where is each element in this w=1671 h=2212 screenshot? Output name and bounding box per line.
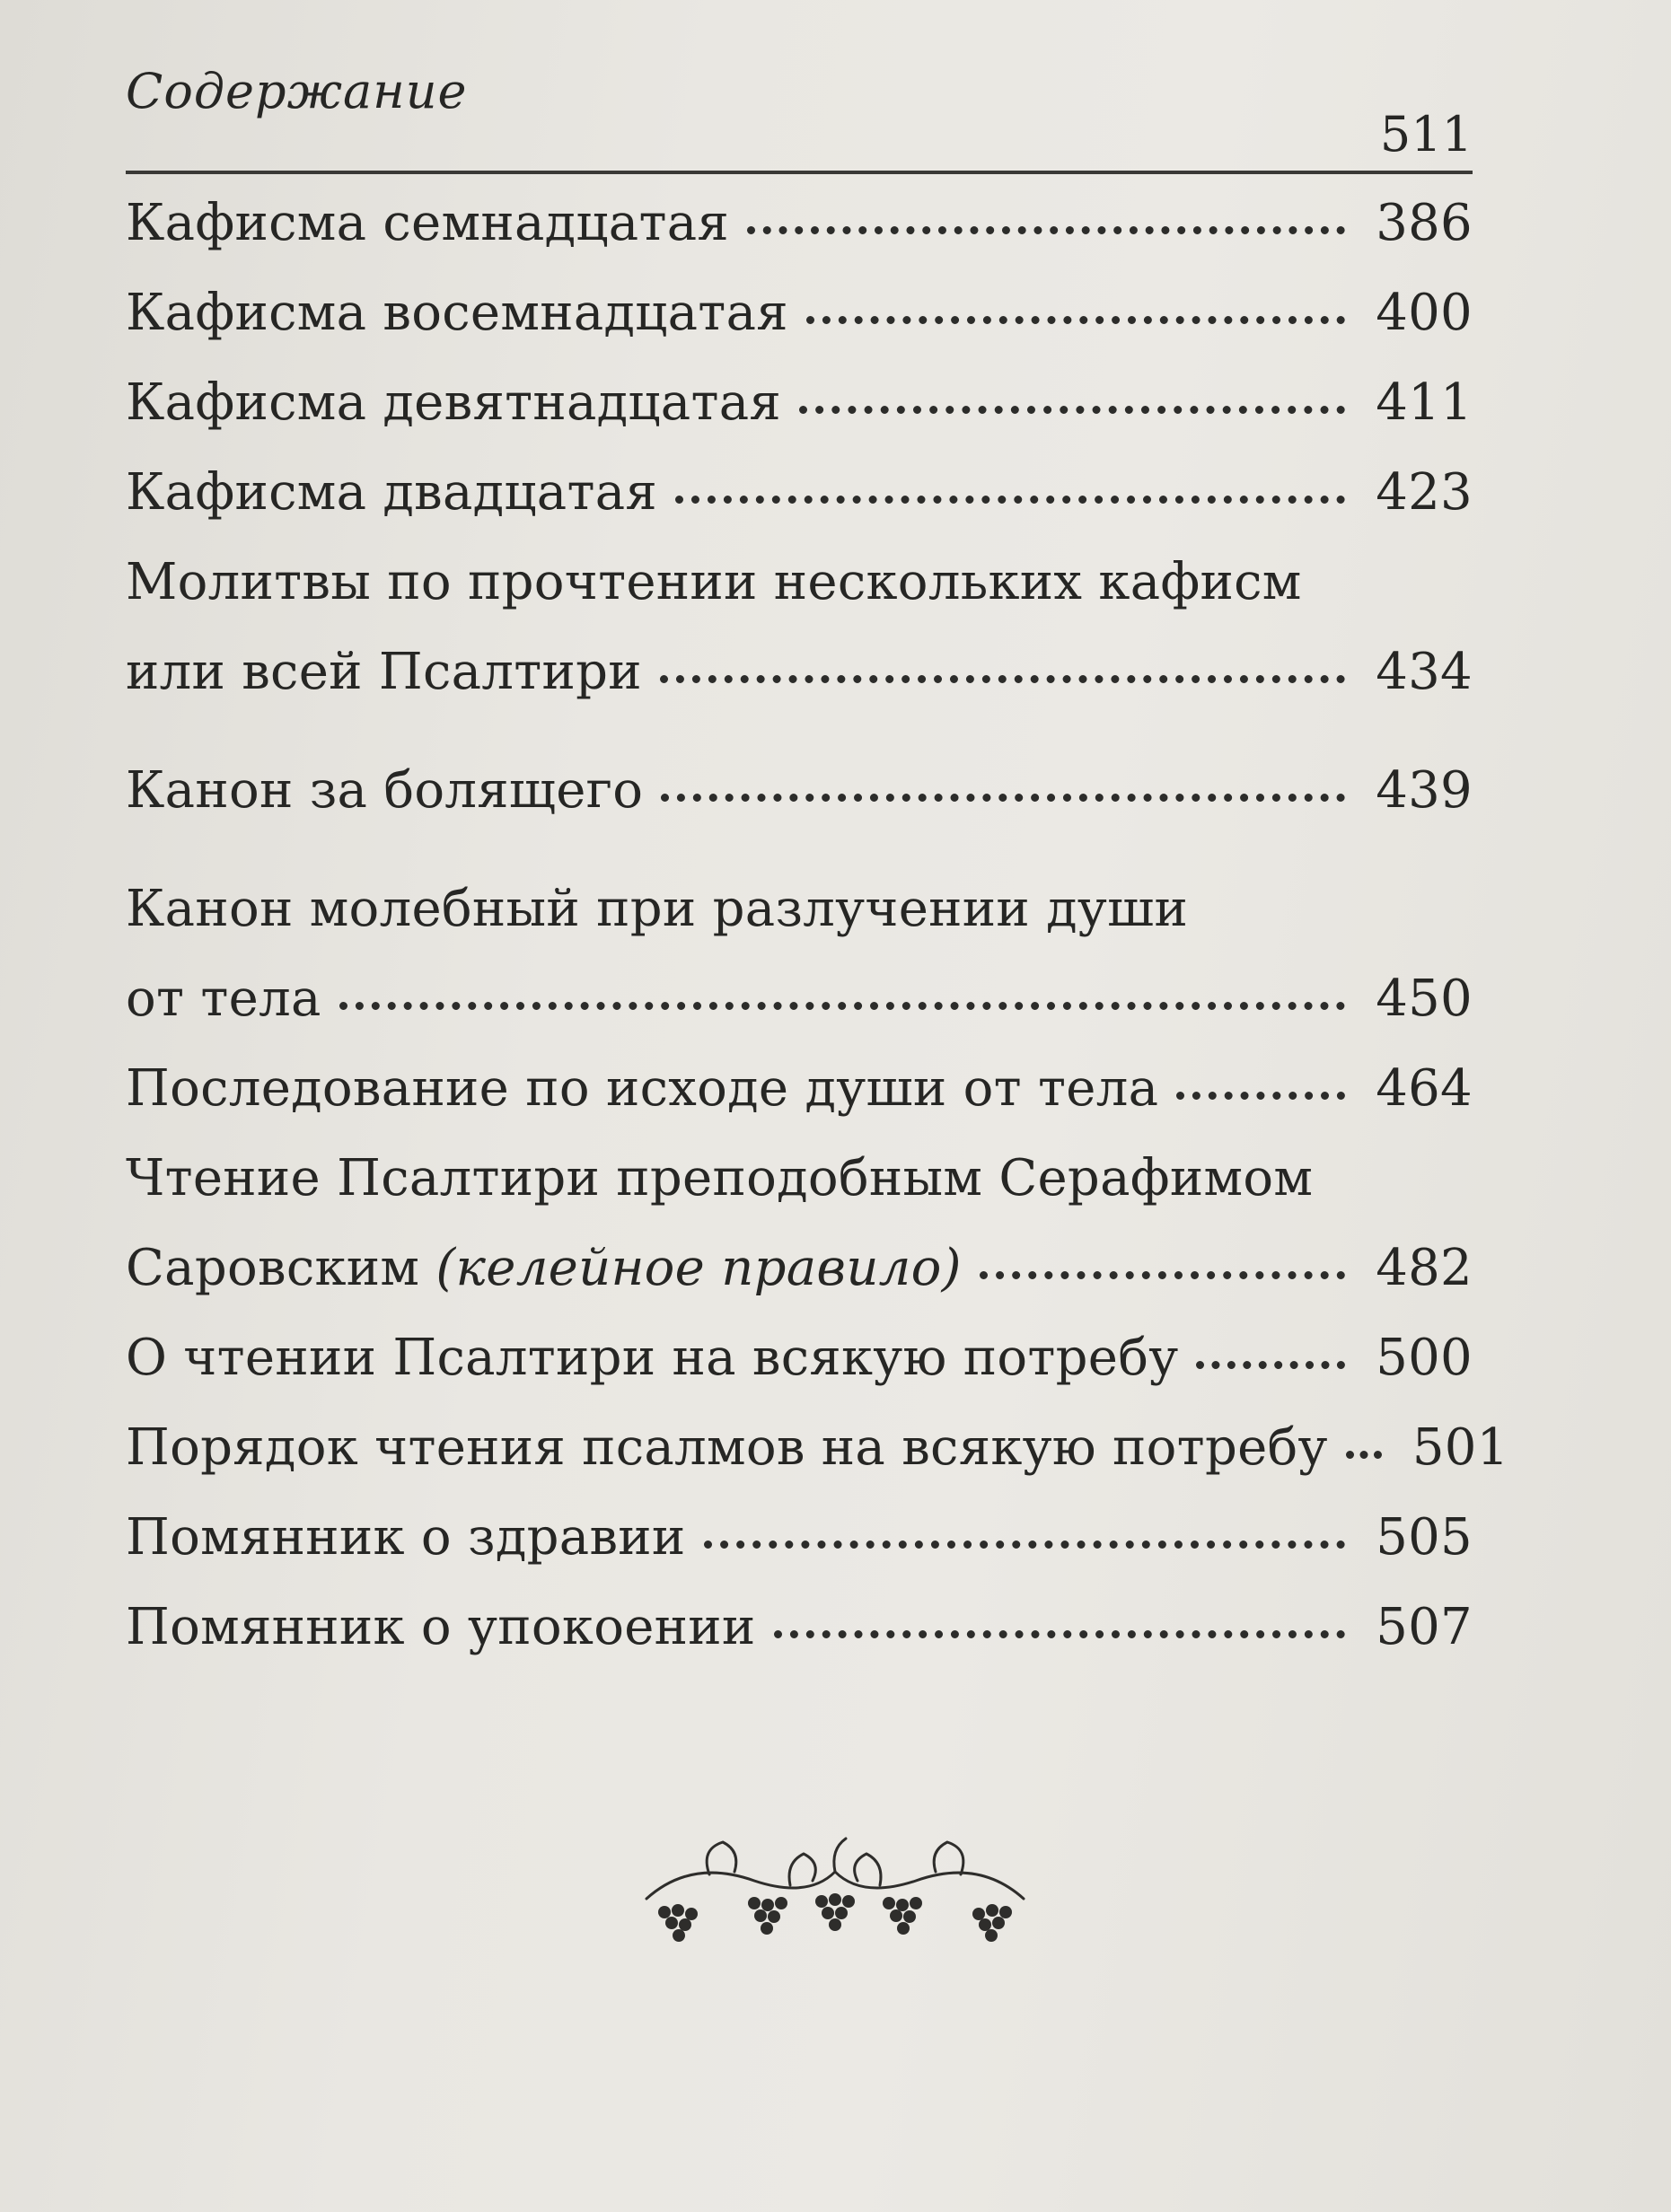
toc-entry-page: 464	[1376, 1059, 1473, 1118]
toc-entry-title-line1: Чтение Псалтири преподобным Серафимом	[126, 1149, 1314, 1207]
dot-leader	[704, 1540, 1346, 1549]
dot-leader	[675, 496, 1345, 504]
toc-entry-title-line2: от тела	[126, 970, 321, 1028]
toc-entry-page: 423	[1376, 463, 1473, 522]
toc-entry	[126, 1327, 1473, 1390]
toc-entry-page: 400	[1376, 284, 1473, 342]
toc-entry-page: 439	[1376, 761, 1473, 820]
toc-entry-title: Помянник о упокоении	[126, 1598, 756, 1656]
toc-entry	[126, 192, 1473, 255]
grapevine-ornament-icon	[611, 1831, 1060, 1957]
toc-entry	[126, 372, 1473, 434]
dot-leader	[339, 1002, 1346, 1010]
toc-entry-title-line2: Саровским	[126, 1239, 420, 1297]
toc-entry-title-line1: Канон молебный при разлучении души	[126, 880, 1189, 938]
toc-entry-title: О чтении Псалтири на всякую потребу	[126, 1329, 1179, 1387]
toc-entry-title: Помянник о здравии	[126, 1508, 686, 1567]
toc-entry-page: 411	[1376, 373, 1473, 432]
toc-entry-page: 505	[1376, 1508, 1473, 1567]
toc-entry-title-line2: или всей Псалтири	[126, 643, 642, 701]
toc-entry	[126, 1417, 1509, 1479]
toc-entry-title: Порядок чтения псалмов на всякую потребу	[126, 1418, 1328, 1477]
table-of-contents	[126, 192, 1509, 1686]
dot-leader	[1196, 1361, 1345, 1369]
toc-entry	[126, 1596, 1473, 1659]
toc-entry-title: Кафисма девятнадцатая	[126, 373, 782, 432]
toc-entry-page: 507	[1376, 1598, 1473, 1656]
toc-entry-title: Кафисма восемнадцатая	[126, 284, 788, 342]
dot-leader	[806, 316, 1345, 324]
toc-entry	[126, 1058, 1473, 1120]
running-header	[126, 63, 1473, 174]
header-page-number: 511	[1379, 106, 1473, 162]
toc-entry-page: 501	[1412, 1418, 1509, 1477]
dot-leader	[661, 794, 1345, 802]
header-title: Содержание	[126, 63, 468, 119]
toc-entry	[126, 282, 1473, 345]
toc-entry	[126, 551, 1473, 704]
dot-leader	[660, 675, 1345, 683]
toc-entry-page: 482	[1376, 1239, 1473, 1297]
toc-entry	[126, 1506, 1473, 1569]
toc-entry-page: 450	[1376, 970, 1473, 1028]
toc-entry-title: Последование по исходе души от тела	[126, 1059, 1159, 1118]
dot-leader	[1176, 1092, 1345, 1100]
toc-entry	[126, 1147, 1473, 1300]
dot-leader	[747, 226, 1345, 234]
toc-entry-page: 434	[1376, 643, 1473, 701]
toc-entry-page: 500	[1376, 1329, 1473, 1387]
dot-leader	[799, 406, 1345, 414]
dot-leader	[1346, 1451, 1382, 1459]
toc-entry-title-italic: (келейное правило)	[435, 1239, 962, 1297]
toc-entry-page: 386	[1376, 194, 1473, 252]
toc-entry	[126, 461, 1473, 524]
toc-entry-title: Кафисма двадцатая	[126, 463, 658, 522]
toc-entry	[126, 878, 1473, 1031]
dot-leader	[774, 1630, 1346, 1638]
toc-entry-title: Канон за болящего	[126, 761, 644, 820]
toc-entry	[126, 759, 1473, 822]
toc-entry-title: Кафисма семнадцатая	[126, 194, 730, 252]
dot-leader	[980, 1271, 1345, 1279]
toc-entry-title-line2-wrap	[126, 1237, 962, 1300]
toc-entry-title-line1: Молитвы по прочтении нескольких кафисм	[126, 553, 1302, 611]
